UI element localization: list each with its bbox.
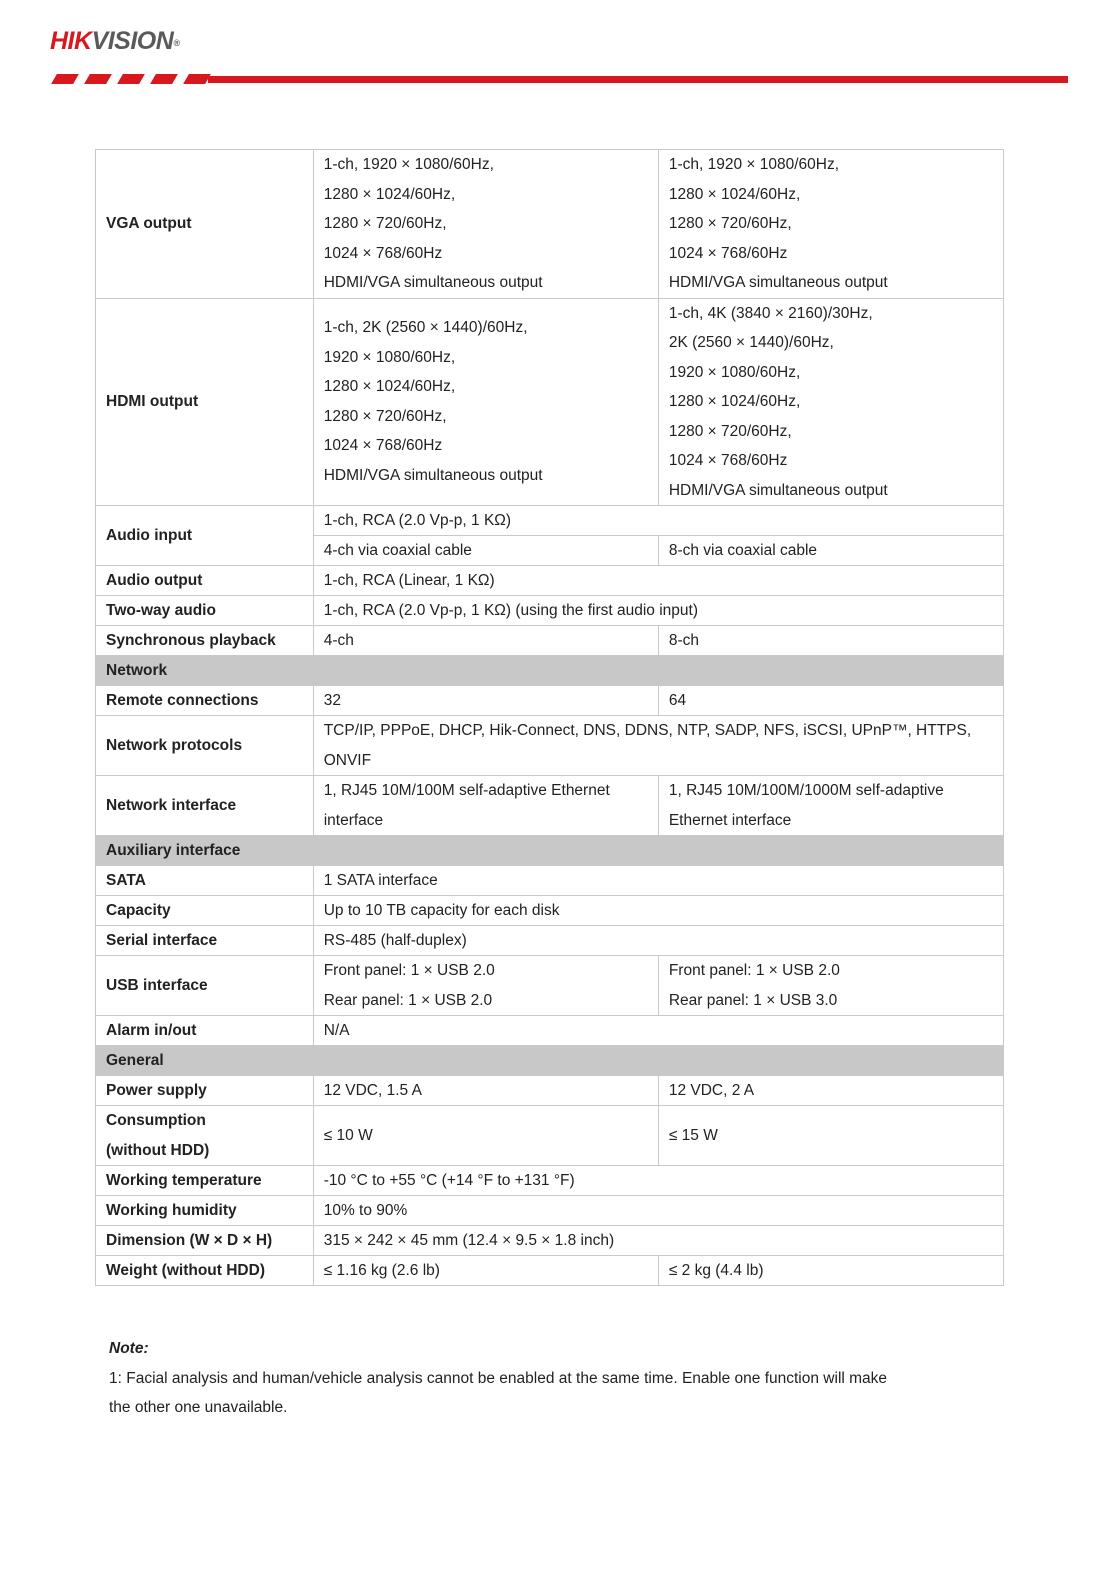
- section-header: [96, 656, 1004, 686]
- cell-model-a: 1, RJ45 10M/100M self-adaptive Ethernet interface: [313, 776, 658, 836]
- row-label: Audio input: [96, 506, 314, 566]
- cell-shared: TCP/IP, PPPoE, DHCP, Hik-Connect, DNS, DDNS, NTP, SADP, NFS, iSCSI, UPnP™, HTTPS, ONVIF: [313, 716, 1003, 776]
- section-header: [96, 1046, 1004, 1076]
- row-label: VGA output: [96, 150, 314, 299]
- table-row: [96, 506, 1004, 536]
- table-row: [96, 566, 1004, 596]
- table-row: [96, 1256, 1004, 1286]
- table-row: [96, 1226, 1004, 1256]
- section-title: General: [96, 1046, 1004, 1076]
- cell-model-b: 1-ch, 4K (3840 × 2160)/30Hz, 2K (2560 × 1440)/60Hz, 1920 × 1080/60Hz, 1280 × 1024/60Hz, 1280 × 720/60Hz, 1024 × 768/60Hz HDMI/VGA simultaneous output: [658, 298, 1003, 506]
- row-label: Audio output: [96, 566, 314, 596]
- table-row: [96, 926, 1004, 956]
- row-label: Consumption (without HDD): [96, 1106, 314, 1166]
- row-label: Working temperature: [96, 1166, 314, 1196]
- row-label: Remote connections: [96, 686, 314, 716]
- section-title: Network: [96, 656, 1004, 686]
- note-block: [109, 1334, 1009, 1423]
- cell-shared: 1-ch, RCA (2.0 Vp-p, 1 KΩ) (using the first audio input): [313, 596, 1003, 626]
- cell-model-a: 4-ch via coaxial cable: [313, 536, 658, 566]
- table-row: [96, 1196, 1004, 1226]
- cell-shared: RS-485 (half-duplex): [313, 926, 1003, 956]
- note-title: Note:: [109, 1340, 149, 1357]
- cell-model-b: 8-ch: [658, 626, 1003, 656]
- cell-model-b: ≤ 2 kg (4.4 lb): [658, 1256, 1003, 1286]
- cell-model-a: 4-ch: [313, 626, 658, 656]
- table-row: [96, 298, 1004, 506]
- note-line: 1: Facial analysis and human/vehicle analysis cannot be enabled at the same time. Enable one function will make: [109, 1369, 888, 1387]
- table-row: [96, 596, 1004, 626]
- cell-model-b: ≤ 15 W: [658, 1106, 1003, 1166]
- row-label: Network interface: [96, 776, 314, 836]
- row-label: Capacity: [96, 896, 314, 926]
- cell-shared: 10% to 90%: [313, 1196, 1003, 1226]
- row-label: Power supply: [96, 1076, 314, 1106]
- row-label: Network protocols: [96, 716, 314, 776]
- table-row: [96, 1106, 1004, 1166]
- table-row: [96, 1016, 1004, 1046]
- row-label: Alarm in/out: [96, 1016, 314, 1046]
- cell-shared: Up to 10 TB capacity for each disk: [313, 896, 1003, 926]
- table-row: [96, 776, 1004, 836]
- cell-model-b: 1, RJ45 10M/100M/1000M self-adaptive Ethernet interface: [658, 776, 1003, 836]
- section-title: Auxiliary interface: [96, 836, 1004, 866]
- table-row: [96, 1076, 1004, 1106]
- cell-model-b: 12 VDC, 2 A: [658, 1076, 1003, 1106]
- table-row: [96, 626, 1004, 656]
- header-stripe: [46, 74, 1068, 86]
- cell-model-b: Front panel: 1 × USB 2.0 Rear panel: 1 × USB 3.0: [658, 956, 1003, 1016]
- row-label: USB interface: [96, 956, 314, 1016]
- table-row: [96, 716, 1004, 776]
- cell-model-a: Front panel: 1 × USB 2.0 Rear panel: 1 × USB 2.0: [313, 956, 658, 1016]
- table-row: [96, 150, 1004, 299]
- section-header: [96, 836, 1004, 866]
- note-line: the other one unavailable.: [109, 1399, 288, 1416]
- cell-model-b: 8-ch via coaxial cable: [658, 536, 1003, 566]
- cell-shared: N/A: [313, 1016, 1003, 1046]
- cell-model-a: 1-ch, 2K (2560 × 1440)/60Hz, 1920 × 1080/60Hz, 1280 × 1024/60Hz, 1280 × 720/60Hz, 1024 × 768/60Hz HDMI/VGA simultaneous output: [313, 298, 658, 506]
- cell-model-a: ≤ 10 W: [313, 1106, 658, 1166]
- table-row: [96, 956, 1004, 1016]
- row-label: Two-way audio: [96, 596, 314, 626]
- row-label: Serial interface: [96, 926, 314, 956]
- row-label: Working humidity: [96, 1196, 314, 1226]
- cell-model-a: 1-ch, 1920 × 1080/60Hz, 1280 × 1024/60Hz, 1280 × 720/60Hz, 1024 × 768/60Hz HDMI/VGA simultaneous output: [313, 150, 658, 299]
- cell-model-b: 64: [658, 686, 1003, 716]
- cell-shared: 1-ch, RCA (Linear, 1 KΩ): [313, 566, 1003, 596]
- cell-model-a: ≤ 1.16 kg (2.6 lb): [313, 1256, 658, 1286]
- cell-shared: 1-ch, RCA (2.0 Vp-p, 1 KΩ): [313, 506, 1003, 536]
- cell-model-b: 1-ch, 1920 × 1080/60Hz, 1280 × 1024/60Hz, 1280 × 720/60Hz, 1024 × 768/60Hz HDMI/VGA simultaneous output: [658, 150, 1003, 299]
- table-row: [96, 686, 1004, 716]
- cell-shared: 1 SATA interface: [313, 866, 1003, 896]
- cell-shared: -10 °C to +55 °C (+14 °F to +131 °F): [313, 1166, 1003, 1196]
- cell-shared: 315 × 242 × 45 mm (12.4 × 9.5 × 1.8 inch): [313, 1226, 1003, 1256]
- row-label: Weight (without HDD): [96, 1256, 314, 1286]
- row-label: Dimension (W × D × H): [96, 1226, 314, 1256]
- hikvision-logo: HIKVISION®: [50, 27, 180, 55]
- spec-table: [95, 149, 1004, 1286]
- row-label: SATA: [96, 866, 314, 896]
- table-row: [96, 866, 1004, 896]
- table-row: [96, 896, 1004, 926]
- cell-model-a: 32: [313, 686, 658, 716]
- row-label: HDMI output: [96, 298, 314, 506]
- row-label: Synchronous playback: [96, 626, 314, 656]
- table-row: [96, 1166, 1004, 1196]
- cell-model-a: 12 VDC, 1.5 A: [313, 1076, 658, 1106]
